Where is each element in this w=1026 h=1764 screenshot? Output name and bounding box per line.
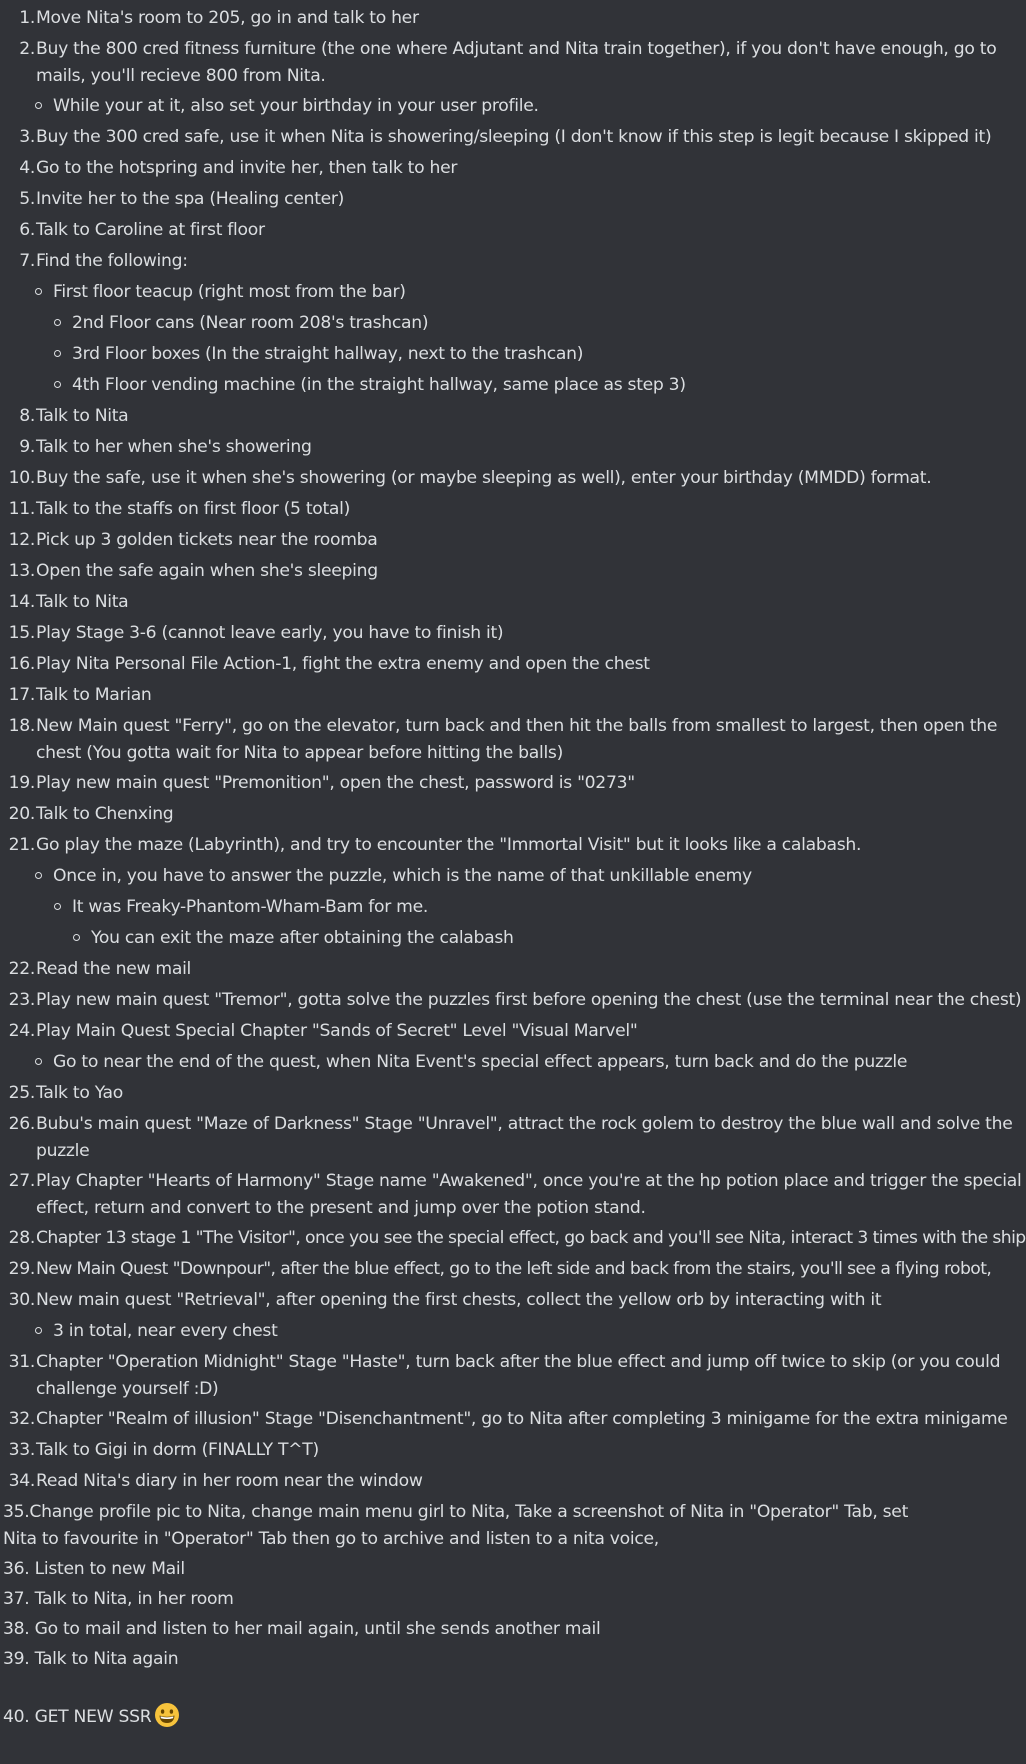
list-item (0, 770, 1022, 797)
paragraph-step-36: 36. Listen to new Mail (3, 1559, 185, 1579)
paragraph-step-39: 39. Talk to Nita again (3, 1649, 179, 1669)
item-text: Talk to the staffs on first floor (5 total) (36, 499, 351, 519)
item-text: Play new main quest "Premonition", open the chest, password is "0273" (36, 773, 635, 793)
list-item (0, 1406, 1022, 1433)
item-text: Find the following: (36, 251, 188, 271)
item-text: Go to the hotspring and invite her, then talk to her (36, 158, 458, 178)
list-item (0, 558, 1022, 585)
item-text: Play Stage 3-6 (cannot leave early, you have to finish it) (36, 623, 504, 643)
bullet-icon (35, 288, 42, 295)
item-text: Move Nita's room to 205, go in and talk to her (36, 8, 419, 28)
list-item (0, 713, 1022, 767)
item-text: Talk to Caroline at first floor (36, 220, 265, 240)
list-item (0, 987, 1022, 1014)
final-step-text: 40. GET NEW SSR (3, 1707, 152, 1727)
list-item (0, 682, 1022, 709)
item-text: 3rd Floor boxes (In the straight hallway, next to the trashcan) (72, 344, 584, 364)
list-item (0, 1168, 1022, 1222)
item-text: 2nd Floor cans (Near room 208's trashcan) (72, 313, 429, 333)
bullet-icon (54, 903, 61, 910)
sub-list-item (0, 1049, 1022, 1076)
item-text: Bubu's main quest "Maze of Darkness" Stage "Unravel", attract the rock golem to destroy the blue wall and solve the puzzle (36, 1114, 1013, 1161)
sub-list-item (0, 372, 1022, 399)
item-text: First floor teacup (right most from the bar) (53, 282, 406, 302)
list-item (0, 1018, 1022, 1045)
list-item (0, 832, 1022, 859)
item-text: Play Main Quest Special Chapter "Sands of Secret" Level "Visual Marvel" (36, 1021, 638, 1041)
item-text: Talk to Nita (36, 592, 129, 612)
item-number: 34. (8, 1471, 35, 1491)
item-number: 22. (8, 959, 35, 979)
item-number: 20. (8, 804, 35, 824)
item-text: Talk to Nita (36, 406, 129, 426)
bullet-icon (54, 319, 61, 326)
item-text: Play Chapter "Hearts of Harmony" Stage name "Awakened", once you're at the hp potion place and trigger the special effect, return and convert to the present and jump over the potion stand. (36, 1171, 1022, 1218)
list-item (0, 589, 1022, 616)
item-number: 2. (19, 39, 35, 59)
list-item (0, 155, 1022, 182)
item-number: 11. (8, 499, 35, 519)
sub-list-item (0, 925, 1022, 952)
item-number: 6. (19, 220, 35, 240)
sub-list-item (0, 894, 1022, 921)
sub-list-item (0, 93, 1022, 120)
list-item (0, 801, 1022, 828)
item-text: Buy the 300 cred safe, use it when Nita is showering/sleeping (I don't know if this step is legit because I skipped it) (36, 127, 992, 147)
item-number: 9. (19, 437, 35, 457)
list-item (0, 248, 1022, 275)
item-number: 30. (8, 1290, 35, 1310)
bullet-icon (73, 934, 80, 941)
item-number: 25. (8, 1083, 35, 1103)
item-number: 1. (19, 8, 35, 28)
list-item (0, 434, 1022, 461)
item-number: 32. (8, 1409, 35, 1429)
item-number: 4. (19, 158, 35, 178)
item-text: New Main quest "Ferry", go on the elevator, turn back and then hit the balls from smallest to largest, then open the chest (You gotta wait for Nita to appear before hitting the balls) (36, 716, 998, 763)
list-item (0, 1256, 1022, 1283)
list-item (0, 36, 1022, 90)
paragraph-step-35: 35.Change profile pic to Nita, change main menu girl to Nita, Take a screenshot of Nita in "Operator" Tab, set Nita to favourite in "Operator" Tab then go to archive and listen to a nita voice, (3, 1502, 909, 1549)
item-text: Talk to Marian (36, 685, 152, 705)
sub-list-item (0, 1318, 1022, 1345)
bullet-icon (35, 1058, 42, 1065)
sub-list-item (0, 341, 1022, 368)
bullet-icon (35, 872, 42, 879)
item-text: Chapter "Realm of illusion" Stage "Disenchantment", go to Nita after completing 3 minigame for the extra minigame (36, 1409, 1008, 1429)
item-text: Go play the maze (Labyrinth), and try to encounter the "Immortal Visit" but it looks like a calabash. (36, 835, 862, 855)
item-number: 18. (8, 716, 35, 736)
guide-list (0, 5, 1026, 1734)
item-text: New Main Quest "Downpour", after the blue effect, go to the left side and back from the stairs, you'll see a flying robot, (36, 1259, 992, 1279)
item-number: 12. (8, 530, 35, 550)
item-text: Read the new mail (36, 959, 192, 979)
list-item (0, 186, 1022, 213)
item-number: 27. (8, 1171, 35, 1191)
item-text: Go to near the end of the quest, when Nita Event's special effect appears, turn back and do the puzzle (53, 1052, 908, 1072)
bullet-icon (54, 381, 61, 388)
item-number: 26. (8, 1114, 35, 1134)
bullet-icon (54, 350, 61, 357)
grinning-face-icon (154, 1702, 180, 1728)
item-number: 5. (19, 189, 35, 209)
paragraph-step-38: 38. Go to mail and listen to her mail again, until she sends another mail (3, 1619, 601, 1639)
sub-list-item (0, 310, 1022, 337)
item-text: Read Nita's diary in her room near the window (36, 1471, 423, 1491)
item-number: 7. (19, 251, 35, 271)
list-item (0, 651, 1022, 678)
item-text: Invite her to the spa (Healing center) (36, 189, 345, 209)
paragraph-step-37: 37. Talk to Nita, in her room (3, 1589, 234, 1609)
blank-line (0, 1676, 1022, 1702)
list-item (0, 1111, 1022, 1165)
list-item (0, 1349, 1022, 1403)
list-item (0, 1080, 1022, 1107)
item-number: 21. (8, 835, 35, 855)
item-text: Play new main quest "Tremor", gotta solve the puzzles first before opening the chest (use the terminal near the chest) (36, 990, 1022, 1010)
item-number: 3. (19, 127, 35, 147)
sub-list-item (0, 279, 1022, 306)
item-text: Play Nita Personal File Action-1, fight the extra enemy and open the chest (36, 654, 650, 674)
item-number: 14. (8, 592, 35, 612)
list-item (0, 527, 1022, 554)
paragraph-step-40 (0, 1702, 1022, 1731)
item-number: 15. (8, 623, 35, 643)
bullet-icon (35, 1327, 42, 1334)
list-item (0, 1225, 1026, 1252)
item-text: 3 in total, near every chest (53, 1321, 278, 1341)
list-item (0, 465, 1022, 492)
item-text: Talk to Chenxing (36, 804, 174, 824)
item-text: It was Freaky-Phantom-Wham-Bam for me. (72, 897, 429, 917)
item-text: Buy the safe, use it when she's showering (or maybe sleeping as well), enter your birthday (MMDD) format. (36, 468, 932, 488)
item-number: 8. (19, 406, 35, 426)
list-item (0, 956, 1022, 983)
item-number: 10. (8, 468, 35, 488)
list-item (0, 403, 1022, 430)
item-text: 4th Floor vending machine (in the straight hallway, same place as step 3) (72, 375, 686, 395)
list-item (0, 1468, 1022, 1495)
item-text: Chapter 13 stage 1 "The Visitor", once you see the special effect, go back and you'll see Nita, interact 3 times with the ship (36, 1228, 1026, 1248)
item-number: 33. (8, 1440, 35, 1460)
list-item (0, 217, 1022, 244)
bullet-icon (35, 102, 42, 109)
item-text: Pick up 3 golden tickets near the roomba (36, 530, 378, 550)
list-item (0, 620, 1022, 647)
list-item (0, 124, 1022, 151)
item-number: 16. (8, 654, 35, 674)
list-item (0, 1437, 1022, 1464)
item-number: 17. (8, 685, 35, 705)
list-item (0, 496, 1022, 523)
item-text: Buy the 800 cred fitness furniture (the one where Adjutant and Nita train together), if you don't have enough, go to mails, you'll recieve 800 from Nita. (36, 39, 997, 86)
sub-list-item (0, 863, 1022, 890)
item-text: New main quest "Retrieval", after opening the first chests, collect the yellow orb by interacting with it (36, 1290, 882, 1310)
item-number: 13. (8, 561, 35, 581)
item-number: 24. (8, 1021, 35, 1041)
item-text: Once in, you have to answer the puzzle, which is the name of that unkillable enemy (53, 866, 752, 886)
item-text: You can exit the maze after obtaining the calabash (91, 928, 514, 948)
list-item (0, 5, 1022, 32)
item-number: 19. (8, 773, 35, 793)
item-text: Open the safe again when she's sleeping (36, 561, 378, 581)
list-item (0, 1287, 1022, 1314)
item-text: While your at it, also set your birthday in your user profile. (53, 96, 539, 116)
item-number: 31. (8, 1352, 35, 1372)
item-number: 29. (8, 1259, 35, 1279)
item-text: Talk to Yao (36, 1083, 123, 1103)
item-number: 28. (8, 1228, 35, 1248)
item-number: 23. (8, 990, 35, 1010)
item-text: Talk to her when she's showering (36, 437, 312, 457)
item-text: Talk to Gigi in dorm (FINALLY T^T) (36, 1440, 319, 1460)
item-text: Chapter "Operation Midnight" Stage "Haste", turn back after the blue effect and jump off twice to skip (or you could challenge yourself :D) (36, 1352, 1001, 1399)
